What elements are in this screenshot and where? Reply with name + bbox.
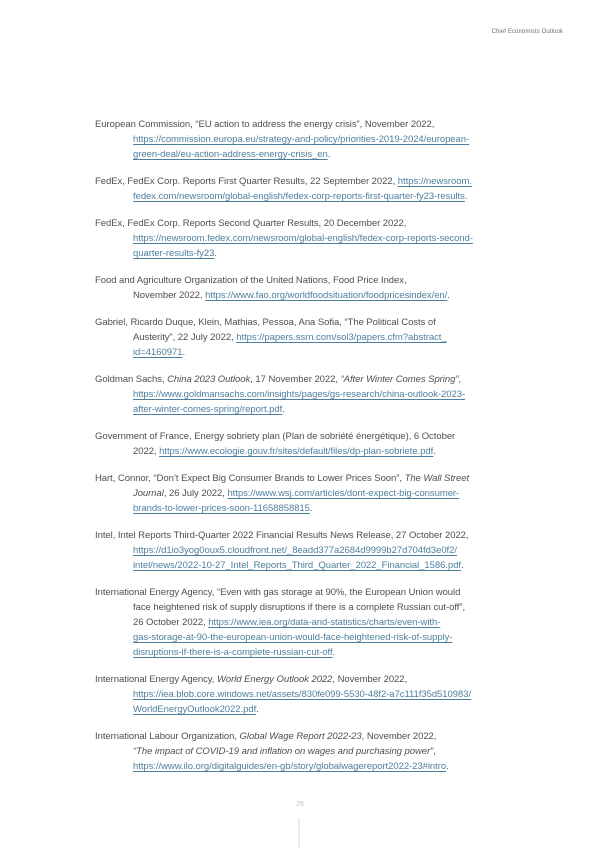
reference-text: 26 October 2022,	[133, 617, 209, 628]
reference-text: Food and Agriculture Organization of the United Nations, Food Price Index,	[95, 275, 407, 286]
reference-line	[95, 174, 567, 189]
reference-text: International Labour Organization,	[95, 731, 240, 742]
reference-link[interactable]: fedex.com/newsroom/global-english/fedex-corp-reports-first-quarter-fy23-results	[133, 191, 465, 202]
reference-link[interactable]: quarter-results-fy23	[133, 248, 215, 259]
reference-text: FedEx, FedEx Corp. Reports Second Quarter Results, 20 December 2022,	[95, 218, 407, 229]
reference-text: , November 2022,	[332, 674, 408, 685]
reference-entry	[95, 672, 567, 717]
reference-entry	[95, 315, 567, 360]
reference-link[interactable]: https://www.ilo.org/digitalguides/en-gb/story/globalwagereport2022-23#intro	[133, 761, 447, 772]
reference-line	[95, 387, 567, 402]
reference-text: Gabriel, Ricardo Duque, Klein, Mathias, Pessoa, Ana Sofia, “The Political Costs of	[95, 317, 436, 328]
reference-text: Goldman Sachs,	[95, 374, 168, 385]
reference-link[interactable]: https://papers.ssrn.com/sol3/papers.cfm?abstract_	[236, 332, 447, 343]
reference-text: , November 2022,	[361, 731, 437, 742]
reference-text: , 26 July 2022,	[163, 488, 228, 499]
reference-text: Austerity”, 22 July 2022,	[133, 332, 237, 343]
reference-link[interactable]: disruptions-if-there-is-a-complete-russian-cut-off	[133, 647, 333, 658]
reference-line	[95, 729, 567, 744]
reference-line	[95, 759, 567, 774]
reference-link[interactable]: https://commission.europa.eu/strategy-and-policy/priorities-2019-2024/european-	[133, 134, 470, 145]
reference-line	[95, 528, 567, 543]
reference-text: International Energy Agency, “Even with gas storage at 90%, the European Union would	[95, 587, 461, 598]
reference-line	[95, 600, 567, 615]
reference-link[interactable]: WorldEnergyOutlook2022.pdf	[133, 704, 257, 715]
reference-text: ,	[458, 374, 462, 385]
reference-text: .	[447, 290, 450, 301]
reference-entry	[95, 372, 567, 417]
reference-link[interactable]: green-deal/eu-action-address-energy-crisis_en	[133, 149, 328, 160]
reference-text: Government of France, Energy sobriety plan (Plan de sobriété énergétique), 6 October	[95, 431, 456, 442]
reference-line	[95, 687, 567, 702]
reference-text: , 17 November 2022,	[250, 374, 341, 385]
reference-line	[95, 216, 567, 231]
reference-entry	[95, 471, 567, 516]
reference-line	[95, 501, 567, 516]
page-number: 26	[296, 801, 304, 808]
reference-text: .	[446, 761, 449, 772]
reference-link[interactable]: gas-storage-at-90-the-european-union-would-face-heightened-risk-of-supply-	[133, 632, 453, 643]
running-header: Chief Economists Outlook	[491, 29, 563, 35]
reference-line	[95, 645, 567, 660]
reference-link[interactable]: https://www.iea.org/data-and-statistics/charts/even-with-	[208, 617, 441, 628]
reference-text: November 2022,	[133, 290, 206, 301]
reference-link[interactable]: https://www.goldmansachs.com/insights/pages/gs-research/china-outlook-2023-	[133, 389, 466, 400]
reference-line	[95, 486, 567, 501]
reference-line	[95, 273, 567, 288]
reference-link[interactable]: https://iea.blob.core.windows.net/assets/830fe099-5530-48f2-a7c111f35d510983/	[133, 689, 472, 700]
reference-text: “After Winter Comes Spring”	[340, 374, 459, 385]
reference-text: World Energy Outlook 2022	[216, 674, 333, 685]
reference-text: .	[332, 647, 336, 658]
reference-text: ,	[433, 746, 436, 757]
reference-text: 2022,	[133, 446, 160, 457]
reference-line	[95, 744, 567, 759]
reference-text: .	[182, 347, 186, 358]
reference-text: Hart, Connor, “Don’t Expect Big Consumer Brands to Lower Prices Soon”,	[95, 473, 405, 484]
reference-text: .	[282, 404, 285, 415]
reference-line	[95, 429, 567, 444]
reference-text: face heightened risk of supply disruptions if there is a complete Russian cut-off”,	[133, 602, 466, 613]
reference-line	[95, 147, 567, 162]
reference-link[interactable]: after-winter-comes-spring/report.pdf	[133, 404, 283, 415]
reference-entry	[95, 429, 567, 459]
reference-line	[95, 585, 567, 600]
reference-text: .	[256, 704, 259, 715]
reference-link[interactable]: https://www.fao.org/worldfoodsituation/foodpricesindex/en/	[205, 290, 448, 301]
reference-text: The Wall Street	[404, 473, 470, 484]
reference-link[interactable]: intel/news/2022-10-27_Intel_Reports_Third_Quarter_2022_Financial_1586.pdf	[133, 560, 462, 571]
reference-entry	[95, 729, 567, 774]
reference-text: .	[464, 191, 468, 202]
reference-text: .	[309, 503, 313, 514]
reference-link[interactable]: https://www.wsj.com/articles/dont-expect-big-consumer-	[227, 488, 460, 499]
reference-entry	[95, 585, 567, 660]
reference-line	[95, 231, 567, 246]
reference-line	[95, 315, 567, 330]
reference-line	[95, 288, 567, 303]
reference-line	[95, 372, 567, 387]
reference-text: .	[327, 149, 331, 160]
reference-text: .	[214, 248, 217, 259]
reference-line	[95, 702, 567, 717]
reference-line	[95, 345, 567, 360]
reference-line	[95, 117, 567, 132]
reference-link[interactable]: https://d1io3yog0oux5.cloudfront.net/_8eadd377a2684d9999b27d704fd3e0f2/	[133, 545, 457, 556]
references-list	[95, 117, 567, 786]
reference-entry	[95, 117, 567, 162]
reference-text: .	[461, 560, 464, 571]
reference-entry	[95, 216, 567, 261]
reference-line	[95, 330, 567, 345]
reference-text: Global Wage Report 2022-23	[239, 731, 362, 742]
reference-entry	[95, 174, 567, 204]
reference-line	[95, 543, 567, 558]
reference-text: .	[433, 446, 436, 457]
reference-link[interactable]: https://newsroom.fedex.com/newsroom/global-english/fedex-corp-reports-second-	[133, 233, 473, 244]
reference-line	[95, 132, 567, 147]
reference-line	[95, 471, 567, 486]
fold-mark-line	[298, 818, 300, 848]
reference-line	[95, 189, 567, 204]
reference-entry	[95, 528, 567, 573]
reference-line	[95, 558, 567, 573]
reference-text: FedEx, FedEx Corp. Reports First Quarter Results, 22 September 2022,	[95, 176, 398, 187]
reference-text: International Energy Agency,	[95, 674, 217, 685]
reference-line	[95, 444, 567, 459]
reference-line	[95, 630, 567, 645]
reference-text: Journal	[133, 488, 164, 499]
reference-text: European Commission, “EU action to address the energy crisis”, November 2022,	[95, 119, 435, 130]
reference-link[interactable]: id=4160971	[133, 347, 183, 358]
reference-line	[95, 402, 567, 417]
reference-line	[95, 672, 567, 687]
reference-line	[95, 246, 567, 261]
reference-link[interactable]: https://www.ecologie.gouv.fr/sites/default/files/dp-plan-sobriete.pdf	[159, 446, 434, 457]
reference-link[interactable]: brands-to-lower-prices-soon-11658858815	[133, 503, 310, 514]
reference-text: “The impact of COVID-19 and inflation on wages and purchasing power”	[133, 746, 434, 757]
reference-text: Intel, Intel Reports Third-Quarter 2022 Financial Results News Release, 27 October 2022,	[95, 530, 469, 541]
reference-entry	[95, 273, 567, 303]
reference-link[interactable]: https://newsroom.	[397, 176, 472, 187]
reference-text: China 2023 Outlook	[167, 374, 251, 385]
reference-line	[95, 615, 567, 630]
